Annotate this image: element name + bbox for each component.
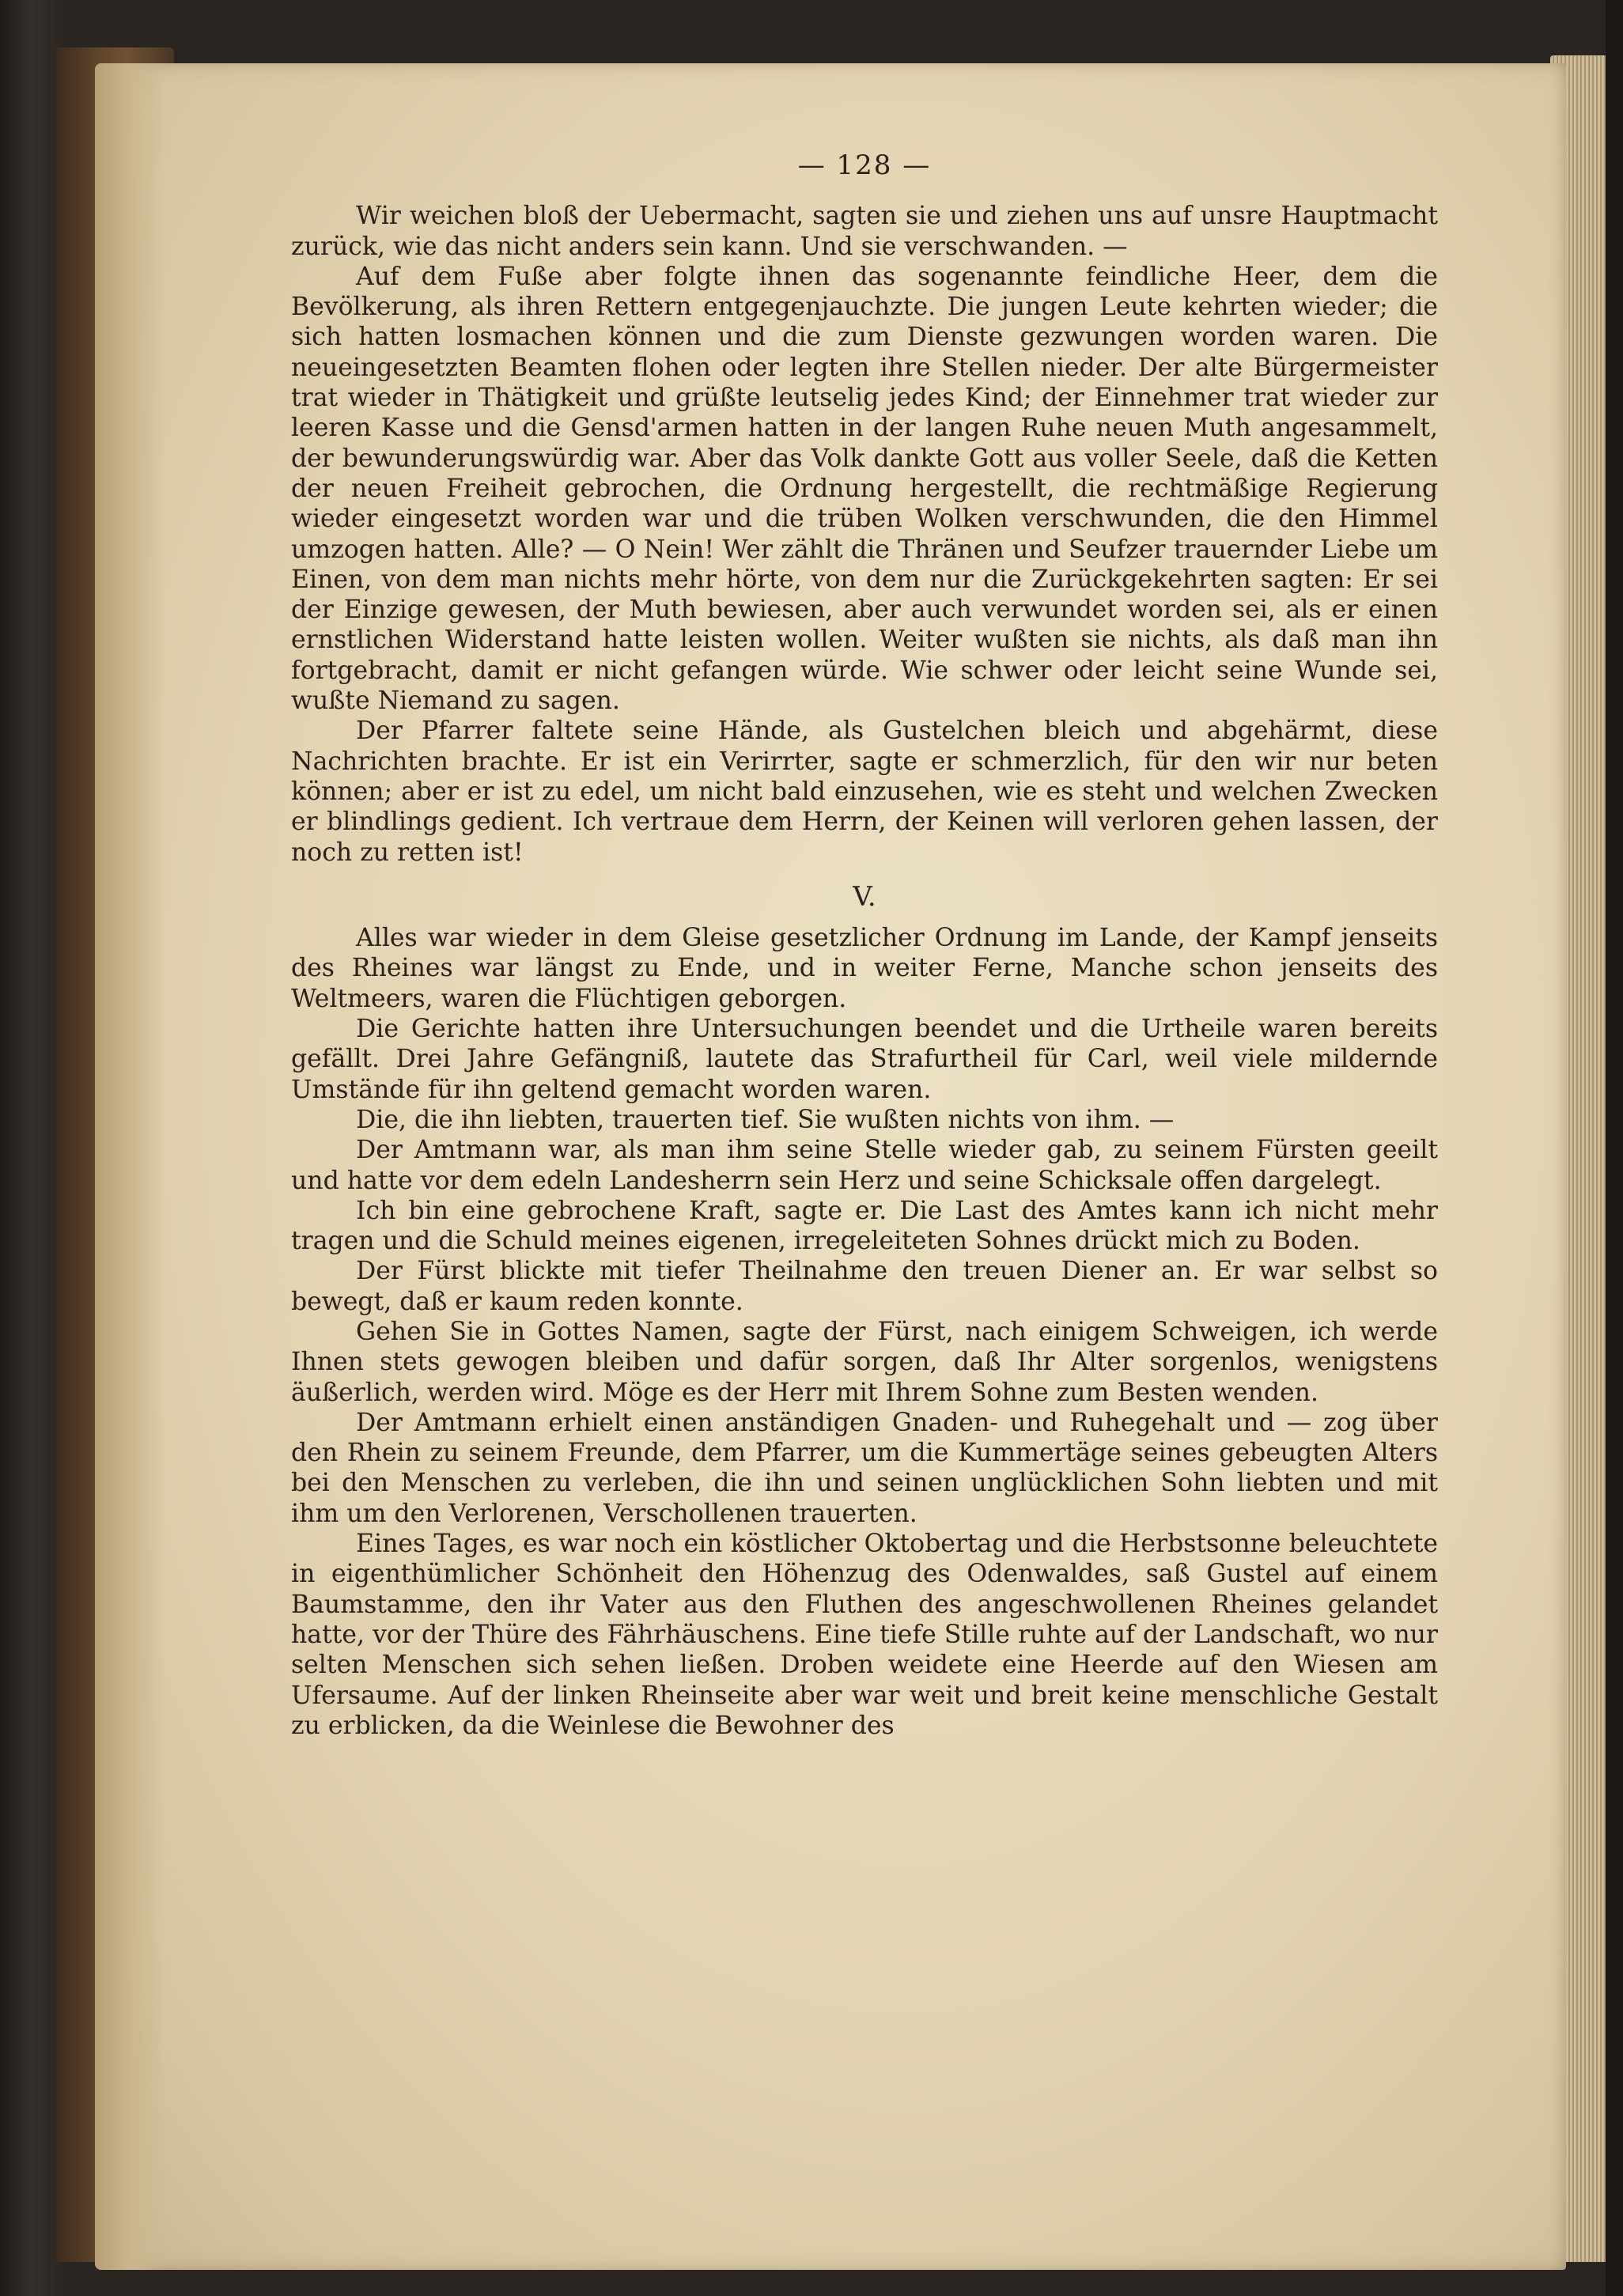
paragraph-7: Der Amtmann war, als man ihm seine Stelle wieder gab, zu seinem Fürsten geeilt und hatte vor dem edeln Landesherrn sein Herz und seine Schicksale offen dargelegt. <box>291 1136 1438 1195</box>
paragraph-8: Ich bin eine gebrochene Kraft, sagte er. Die Last des Amtes kann ich nicht mehr tragen und die Schuld meines eigenen, irregeleiteten Sohnes drückt mich zu Boden. <box>291 1196 1438 1256</box>
paragraph-1: Wir weichen bloß der Uebermacht, sagten sie und ziehen uns auf unsre Hauptmacht zurück, wie das nicht anders sein kann. Und sie verschwanden. — <box>291 202 1438 261</box>
paragraph-5: Die Gerichte hatten ihre Untersuchungen beendet und die Urtheile waren bereits gefällt. Drei Jahre Gefängniß, lautete das Strafurtheil für Carl, weil viele mildernde Umstände für ihn geltend gemacht worden waren. <box>291 1015 1438 1104</box>
paragraph-10: Gehen Sie in Gottes Namen, sagte der Fürst, nach einigem Schweigen, ich werde Ihnen stets gewogen bleiben und dafür sorgen, daß Ihr Alter sorgenlos, wenigstens äußerlich, werden wird. Möge es der Herr mit Ihrem Sohne zum Besten wenden. <box>291 1317 1438 1407</box>
page-fold <box>95 63 166 2270</box>
section-heading: V. <box>853 880 876 913</box>
page-number: — 128 — <box>797 149 932 181</box>
paragraph-3: Der Pfarrer faltete seine Hände, als Gustelchen bleich und abgehärmt, diese Nachrichten brachte. Er ist ein Verirrter, sagte er schmerzlich, für den wir nur beten können; aber er ist zu edel, um nicht bald einzusehen, wie es steht und welchen Zwecken er blindlings gedient. Ich vertraue dem Herrn, der Keinen will verloren gehen lassen, der noch zu retten ist! <box>291 717 1438 867</box>
paragraph-11: Der Amtmann erhielt einen anständigen Gnaden- und Ruhegehalt und — zog über den Rhein zu seinem Freunde, dem Pfarrer, um die Kummertäge seines gebeugten Alters bei den Menschen zu verleben, die ihn und seinen unglücklichen Sohn liebten und mit ihm um den Verlorenen, Verschollenen trauerten. <box>291 1408 1438 1528</box>
paragraph-2: Auf dem Fuße aber folgte ihnen das sogenannte feindliche Heer, dem die Bevölkerung, als ihren Rettern entgegenjauchzte. Die jungen Leute kehrten wieder; die sich hatten losmachen können und die zum Dienste gezwungen worden waren. Die neueingesetzten Beamten flohen oder legten ihre Stellen nieder. Der alte Bürgermeister trat wieder in Thätigkeit und grüßte leutselig jedes Kind; der Einnehmer trat wieder zur leeren Kasse und die Gensd'armen hatten in der langen Ruhe neuen Muth angesammelt, der bewunderungswürdig war. Aber das Volk dankte Gott aus voller Seele, daß die Ketten der neuen Freiheit gebrochen, die Ordnung hergestellt, die rechtmäßige Regierung wieder eingesetzt worden war und die trüben Wolken verschwunden, die den Himmel umzogen hatten. Alle? — O Nein! Wer zählt die Thränen und Seufzer trauernder Liebe um Einen, von dem man nichts mehr hörte, von dem nur die Zurückgekehrten sagten: Er sei der Einzige gewesen, der Muth bewiesen, aber auch verwundet worden sei, als er einen ernstlichen Widerstand hatte leisten wollen. Weiter wußten sie nichts, als daß man ihn fortgebracht, damit er nicht gefangen würde. Wie schwer oder leicht seine Wunde sei, wußte Niemand zu sagen. <box>291 262 1438 716</box>
paragraph-9: Der Fürst blickte mit tiefer Theilnahme den treuen Diener an. Er war selbst so bewegt, daß er kaum reden konnte. <box>291 1257 1438 1316</box>
paragraph-6: Die, die ihn liebten, trauerten tief. Sie wußten nichts von ihm. — <box>356 1105 1175 1134</box>
background-edge <box>1606 0 1623 2296</box>
paragraph-12: Eines Tages, es war noch ein köstlicher Oktobertag und die Herbstsonne beleuchtete in eigenthümlicher Schönheit den Höhenzug des Odenwaldes, saß Gustel auf einem Baumstamme, den ihr Vater aus den Fluthen des angeschwollenen Rheines gelandet hatte, vor der Thüre des Fährhäuschens. Eine tiefe Stille ruhte auf der Landschaft, wo nur selten Menschen sich sehen ließen. Droben weidete eine Heerde auf den Wiesen am Ufersaume. Auf der linken Rheinseite aber war weit und breit keine menschliche Gestalt zu erblicken, da die Weinlese die Bewohner des <box>291 1530 1438 1740</box>
page-text <box>291 150 1438 1741</box>
paragraph-4: Alles war wieder in dem Gleise gesetzlicher Ordnung im Lande, der Kampf jenseits des Rheines war längst zu Ende, und in weiter Ferne, Manche schon jenseits des Weltmeers, waren die Flüchtigen geborgen. <box>291 924 1438 1013</box>
